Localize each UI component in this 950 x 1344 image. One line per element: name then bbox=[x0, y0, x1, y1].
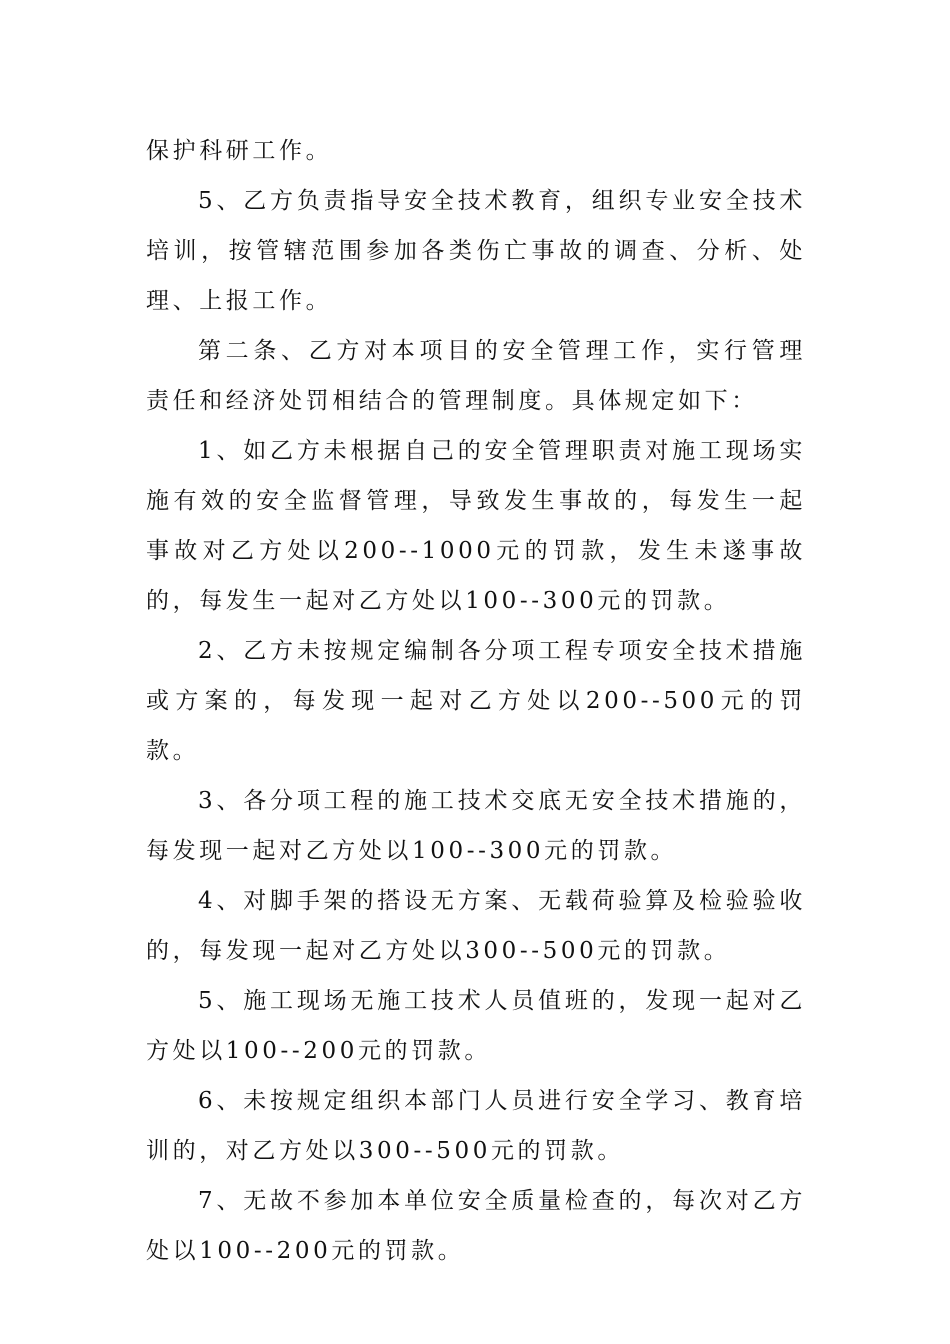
paragraph-penalty-4: 4、对脚手架的搭设无方案、无载荷验算及检验验收的，每发现一起对乙方处以300--500元的罚款。 bbox=[146, 888, 806, 964]
paragraph-penalty-2: 2、乙方未按规定编制各分项工程专项安全技术措施或方案的，每发现一起对乙方处以200--500元的罚款。 bbox=[146, 638, 806, 764]
paragraph-article-2: 第二条、乙方对本项目的安全管理工作，实行管理责任和经济处罚相结合的管理制度。具体规定如下： bbox=[146, 338, 806, 414]
paragraph-continuation: 保护科研工作。 bbox=[146, 138, 333, 164]
document-body bbox=[146, 126, 806, 1276]
paragraph-item-5-duty: 5、乙方负责指导安全技术教育，组织专业安全技术培训，按管辖范围参加各类伤亡事故的调查、分析、处理、上报工作。 bbox=[146, 188, 806, 314]
paragraph-penalty-1: 1、如乙方未根据自己的安全管理职责对施工现场实施有效的安全监督管理，导致发生事故的，每发生一起事故对乙方处以200--1000元的罚款，发生未遂事故的，每发生一起对乙方处以100--300元的罚款。 bbox=[146, 438, 806, 614]
paragraph-penalty-6: 6、未按规定组织本部门人员进行安全学习、教育培训的，对乙方处以300--500元的罚款。 bbox=[146, 1088, 806, 1164]
paragraph-penalty-7: 7、无故不参加本单位安全质量检查的，每次对乙方处以100--200元的罚款。 bbox=[146, 1188, 806, 1264]
paragraph-penalty-5: 5、施工现场无施工技术人员值班的，发现一起对乙方处以100--200元的罚款。 bbox=[146, 988, 806, 1064]
paragraph-penalty-3: 3、各分项工程的施工技术交底无安全技术措施的，每发现一起对乙方处以100--300元的罚款。 bbox=[146, 788, 806, 864]
